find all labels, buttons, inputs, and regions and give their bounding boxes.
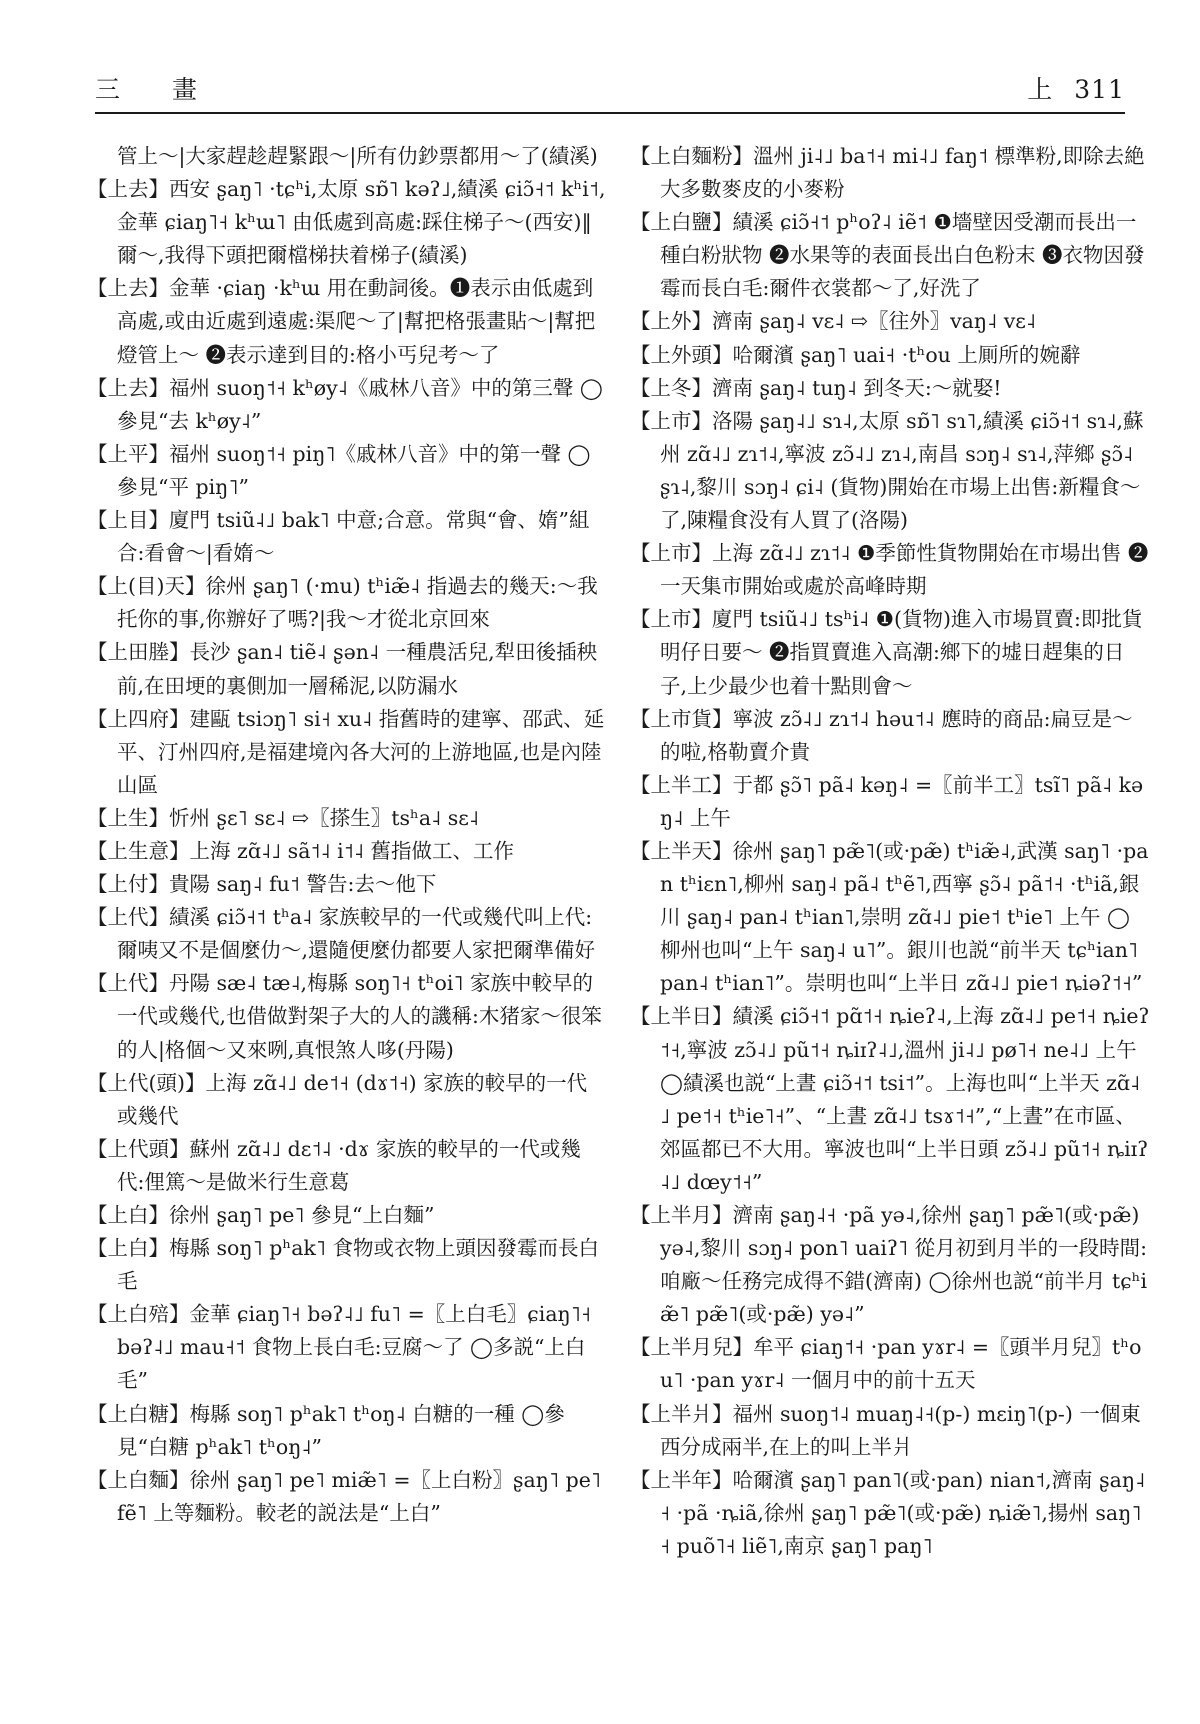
right-column: [630, 140, 1150, 1710]
dictionary-entry: 【上付】貴陽 saŋ˨ fu˦ 警告:去～他下: [87, 872, 437, 897]
dictionary-entry: 【上白麵粉】溫州 ji˨˩ ba˦˧ mi˨˩ faŋ˦ 標準粉,即除去絶大多數麥皮的小麥粉: [630, 144, 1145, 202]
header-rule: [95, 112, 1125, 114]
dictionary-entry: 【上白殕】金華 ɕiaŋ˥˧ bəʔ˨˩ fu˥ =〖上白毛〗ɕiaŋ˥˧ bəʔ˨˩ mau˧˦ 食物上長白毛:豆腐～了 ◯多説“上白毛”: [87, 1302, 591, 1393]
dictionary-entry: 【上去】金華 ·ɕiaŋ ·kʰɯ 用在動詞後。❶表示由低處到高處,或由近處到遠處:渠爬～了|幫把格張畫貼～|幫把燈管上～ ❷表示達到目的:格小丐兒考～了: [87, 276, 596, 367]
dictionary-entry: 【上半天】徐州 ʂaŋ˥ pæ̃˥(或·pæ̃) tʰiæ̃˨,武漢 saŋ˥ ·pan tʰiɛn˥,柳州 saŋ˨ pã˨ tʰẽ˥,西寧 ʂɔ̃˨ pã˦˧ ·tʰiã,銀川 ʂaŋ˨ pan˨ tʰian˥,崇明 zɑ̃˨˩ pie˦ tʰie˥ 上午 ◯柳州也叫“上午 saŋ˨ u˥”。銀川也説“前半天 tɕʰian˥ pan˨ tʰian˥”。崇明也叫“上半日 zɑ̃˨˩ pie˦ ȵiəʔ˦˧”: [630, 838, 1149, 996]
dictionary-entry: 【上平】福州 suoŋ˦˧ piŋ˥《戚林八音》中的第一聲 ◯參見“平 piŋ˥”: [87, 441, 591, 499]
dictionary-entry: 【上半月兒】牟平 ɕiaŋ˦˧ ·pan yɤr˨ =〖頭半月兒〗tʰou˥ ·pan yɤr˨ 一個月中的前十五天: [630, 1335, 1142, 1393]
dictionary-entry: 【上去】西安 ʂaŋ˥ ·tɕʰi,太原 sɒ̃˥ kəʔ˩,績溪 ɕiɔ̃˧˦ kʰi˦,金華 ɕiaŋ˥˧ kʰɯ˥ 由低處到高處:踩住梯子～(西安)‖爾～,我得下頭把爾檔梯扶着梯子(績溪): [87, 177, 606, 268]
dictionary-entry: 【上半工】于都 ʂɔ̃˥ pã˨ kəŋ˨ =〖前半工〗tsĩ˥ pã˨ kəŋ˨ 上午: [630, 772, 1144, 830]
dictionary-entry: 【上代(頭)】上海 zɑ̃˨˩ de˦˧ (dɤ˦˧) 家族的較早的一代或幾代: [87, 1070, 588, 1128]
dictionary-entry: 【上生】忻州 ʂɛ˥ sɛ˨ ⇨〖搽生〗tsʰa˨ sɛ˨: [87, 805, 479, 830]
dictionary-entry: 【上代】丹陽 sæ˨ tæ˨,梅縣 soŋ˥˧ tʰoi˥ 家族中較早的一代或幾代,也借做對架子大的人的譏稱:木猪家～很笨的人|格個～又來咧,真恨煞人哆(丹陽): [87, 971, 602, 1062]
page-number: 311: [1074, 75, 1125, 104]
dictionary-entry: 【上半年】哈爾濱 ʂaŋ˥ pan˥(或·pan) nian˦,濟南 ʂaŋ˨˧ ·pã ·ȵiã,徐州 ʂaŋ˥ pæ̃˥(或·pæ̃) ȵiæ̃˥,揚州 saŋ˥˧ puõ˥˧ liẽ˥,南京 ʂaŋ˥ paŋ˥: [630, 1467, 1146, 1558]
page-locator: [1027, 70, 1125, 106]
dictionary-entry: 【上市】廈門 tsiũ˨˩ tsʰi˨ ❶(貨物)進入市場買賣:即批貨明仔日要～ ❷指買賣進入高潮:鄉下的墟日趕集的日子,上少最少也着十點則會～: [630, 607, 1143, 698]
dictionary-entry: 【上外】濟南 ʂaŋ˨ vɛ˨ ⇨〖往外〗vaŋ˨ vɛ˨: [630, 309, 1037, 334]
dictionary-entry: 【上(目)天】徐州 ʂaŋ˥ (·mu) tʰiæ̃˨ 指過去的幾天:～我托你的事,你辦好了嗎?|我～才從北京回來: [87, 574, 598, 632]
dictionary-entry: 【上市】上海 zɑ̃˨˩ zɿ˦˨ ❶季節性貨物開始在市場出售 ❷一天集市開始或處於高峰時期: [630, 541, 1149, 599]
dictionary-entry: 【上代頭】蘇州 zɑ̃˨˩ dɛ˦˨ ·dɤ 家族的較早的一代或幾代:俚篤～是做米行生意葛: [87, 1136, 581, 1194]
dictionary-entry: 【上市】洛陽 ʂaŋ˨˩ sɿ˨,太原 sɒ̃˥ sɿ˥,績溪 ɕiɔ̃˧˦ sɿ˨,蘇州 zɑ̃˨˩ zɿ˦˨,寧波 zɔ̃˨˩ zɿ˨,南昌 sɔŋ˨ sɿ˨,萍鄉 ʂɔ̃˨ ʂɿ˨,黎川 sɔŋ˨ ɕi˨ (貨物)開始在市場上出售:新糧食～了,陳糧食没有人買了(洛陽): [630, 408, 1144, 533]
section-title: 三 畫: [95, 75, 219, 104]
dictionary-entry: 【上白】梅縣 soŋ˥ pʰak˥ 食物或衣物上頭因發霉而長白毛: [87, 1236, 599, 1294]
head-character: 上: [1027, 75, 1053, 104]
page-header: [95, 70, 1125, 118]
dictionary-entry: 【上半爿】福州 suoŋ˦˨ muaŋ˨˧(p-) mɛiŋ˥(p-) 一個東西分成兩半,在上的叫上半爿: [630, 1401, 1141, 1459]
dictionary-entry: 【上代】績溪 ɕiɔ̃˧˦ tʰa˨ 家族較早的一代或幾代叫上代:爾咦又不是個麼仂～,還隨便麼仂都要人家把爾準備好: [87, 905, 596, 963]
dictionary-entry: 【上外頭】哈爾濱 ʂaŋ˥ uai˧ ·tʰou 上厠所的婉辭: [630, 342, 1081, 367]
dictionary-entry: 【上去】福州 suoŋ˦˧ kʰøy˨《戚林八音》中的第三聲 ◯參見“去 kʰøy˨”: [87, 375, 603, 433]
left-column: [87, 140, 607, 1710]
dictionary-entry: 【上市貨】寧波 zɔ̃˨˩ zɿ˦˨ həu˦˨ 應時的商品:扁豆是～的啦,格勒賣介貴: [630, 706, 1133, 764]
dictionary-entry: 【上白麵】徐州 ʂaŋ˥ pe˥ miæ̃˥ =〖上白粉〗ʂaŋ˥ pe˥ fẽ˥ 上等麵粉。較老的説法是“上白”: [87, 1467, 601, 1525]
dictionary-entry: 【上冬】濟南 ʂaŋ˨ tuŋ˨ 到冬天:～就娶!: [630, 375, 1002, 400]
dictionary-entry: 【上生意】上海 zɑ̃˨˩ sã˦˨ i˦˨ 舊指做工、工作: [87, 838, 514, 863]
dictionary-entry: 【上半月】濟南 ʂaŋ˨˧ ·pã yə˨,徐州 ʂaŋ˥ pæ̃˥(或·pæ̃) yə˨,黎川 sɔŋ˨ pon˥ uaiʔ˥ 從月初到月半的一段時間:咱廠～任務完成得不錯(濟南) ◯徐州也説“前半月 tɕʰiæ̃˥ pæ̃˥(或·pæ̃) yə˨”: [630, 1203, 1148, 1327]
dictionary-entry: 【上半日】績溪 ɕiɔ̃˧˦ pɑ̃˦˧ ȵieʔ˨,上海 zɑ̃˨˩ pe˦˧ ȵieʔ˦˧,寧波 zɔ̃˨˩ pũ˦˧ ȵiɪʔ˨˩,溫州 ji˨˩ pø˥˧ ne˨˩ 上午 ◯績溪也説“上晝 ɕiɔ̃˧˦ tsi˦”。上海也叫“上半天 zɑ̃˨˩ pe˦˧ tʰie˥˧”、“上晝 zɑ̃˨˩ tsɤ˦˧”,“上晝”在市區、郊區都已不大用。寧波也叫“上半日頭 zɔ̃˨˩ pũ˦˧ ȵiɪʔ˨˩ dœy˦˧”: [630, 1004, 1150, 1194]
dictionary-entry: 【上目】廈門 tsiũ˨˩ bak˥ 中意;合意。常與“會、媠”組合:看會～|看媠～: [87, 508, 590, 566]
dictionary-entry: 【上白】徐州 ʂaŋ˥ pe˥ 參見“上白麵”: [87, 1203, 435, 1227]
dictionary-entry: 【上田塍】長沙 ʂan˨ tiẽ˨ ʂən˨ 一種農活兒,犁田後插秧前,在田埂的裏側加一層稀泥,以防漏水: [87, 640, 598, 698]
dictionary-entry: 【上四府】建甌 tsiɔŋ˥ si˧ xu˨ 指舊時的建寧、邵武、延平、汀州四府,是福建境內各大河的上游地區,也是內陸山區: [87, 706, 605, 797]
continued-entry: 管上～|大家趕趁趕緊跟～|所有仂鈔票都用～了(績溪): [117, 144, 598, 168]
dictionary-entry: 【上白糖】梅縣 soŋ˥ pʰak˥ tʰoŋ˨ 白糖的一種 ◯參見“白糖 pʰak˥ tʰoŋ˨”: [87, 1401, 565, 1459]
dictionary-entry: 【上白鹽】績溪 ɕiɔ̃˧˦ pʰoʔ˨ iẽ˦ ❶墻壁因受潮而長出一種白粉狀物 ❷水果等的表面長出白色粉末 ❸衣物因發霉而長白毛:爾件衣裳都～了,好洗了: [630, 210, 1145, 301]
